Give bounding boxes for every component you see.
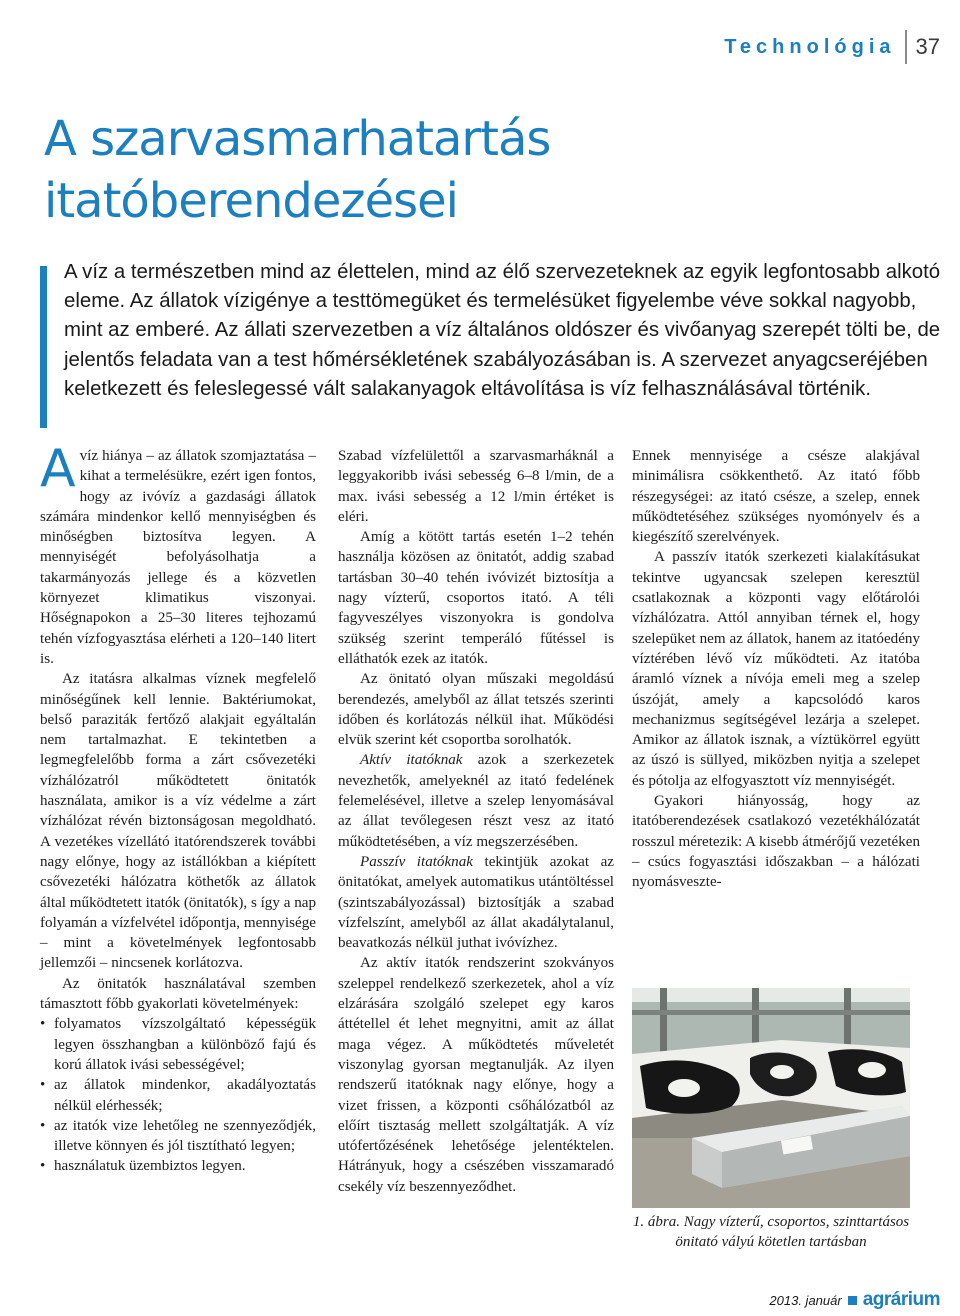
cow-trough-illustration [632, 988, 910, 1208]
issue-date: 2013. január [769, 1292, 842, 1308]
term-active: Aktív itatóknak [360, 752, 463, 769]
running-header [724, 30, 940, 64]
magazine-name: agrárium [862, 1289, 940, 1310]
paragraph: Az önitatók használatával szemben támasztott főbb gyakorlati követelmények: [40, 975, 316, 1013]
paragraph [40, 439, 316, 669]
article-title [44, 108, 550, 232]
header-divider [905, 30, 907, 64]
list-item: • folyamatos vízszolgáltató képességük legyen összhangban a különböző fajú és korú állatok ivási sebességével; [40, 1014, 316, 1075]
figure-caption: 1. ábra. Nagy vízterű, csoportos, szinttartásos önitató vályú kötetlen tartásban [632, 1214, 910, 1250]
list-item: • használatuk üzembiztos legyen. [40, 1156, 316, 1176]
paragraph: Az aktív itatók rendszerint szokványos szeleppel rendelkező szerkezetek, ahol a víz elzárására szolgáló szelepet egy karos áttétellel ét lehet megnyitni, amit az állat maga végez. A működtetés műveletét viszonylag gyorsan megtanulják. Az ilyen rendszerű itatóknak nagy előnye, hogy a vizet frissen, a központi csőhálózatból az előírt tisztaság mellett szolgáltatják. A víz utófertőzésének lehetősége jelentéktelen. Hátrányuk, hogy a csészében visszamaradó csekély víz beszennyeződhet. [338, 955, 614, 1195]
paragraph: Az itatásra alkalmas víznek megfelelő minőségűnek kell lennie. Baktériumokat, belső paraziták fertőző alakjait egyáltalán nem tartalmazhat. E tekintetben a legmegfelelőbb forma a zárt csővezetéki vízhálózatról működtetett önitatók használata, amikor is a víz védelme a zárt vízhálózat révén biztonságosan megoldható. A vezetékes vízellátó itatórendszerek további nagy előnye, hogy az istállókban a kiépített csővezetéki hálózatra köthetők az állatok által működtetett itatók (önitatók), s így a nap folyamán a vízfelvétel időpontja, mennyisége – mint a követelmények legfontosabb jellemzői – nincsenek korlátozva. [40, 671, 316, 972]
page-footer [769, 1289, 940, 1311]
paragraph: Ennek mennyisége a csésze alakjával minimálisra csökkenthető. Az itató főbb részegységei: az itató csésze, a szelep, ennek működtetéséhez szükséges nyomónyelv és a kiegészítő szerelvények. [632, 448, 920, 546]
paragraph [338, 852, 614, 953]
drop-cap: A [40, 439, 76, 499]
list-item: • az itatók vize lehetőleg ne szennyeződjék, illetve könnyen és jól tisztítható legyen; [40, 1116, 316, 1157]
column-1 [40, 439, 316, 1177]
footer-square-icon [848, 1296, 857, 1305]
list-item: • az állatok mindenkor, akadályoztatás nélkül elérhessék; [40, 1075, 316, 1116]
paragraph [338, 750, 614, 851]
lead-accent-bar [40, 266, 47, 428]
paragraph: Amíg a kötött tartás esetén 1–2 tehén használja közösen az önitatót, addig szabad tartásban 30–40 tehén ivóvizét biztosítja a nagy vízterű, csoportos itató. A téli fagyveszélyes viszonyokra is gondolva szükség szerint temperáló fűtéssel is elláthatók ezek az itatók. [338, 529, 614, 667]
paragraph: Szabad vízfelülettől a szarvasmarháknál a leggyakoribb ivási sebesség 6–8 l/min, de a max. ivási sebesség a 12 l/min értéket is eléri. [338, 448, 614, 525]
paragraph: Gyakori hiányosság, hogy az itatóberendezések csatlakozó vezetékhálózatát rosszul méretezik: A kisebb átmérőjű vezetéken – csúcs fogyasztási időszakban – a hálózati nyomásveszte- [632, 793, 920, 891]
lead-paragraph: A víz a természetben mind az élettelen, mind az élő szervezeteknek az egyik legfontosabb alkotó eleme. Az állatok vízigénye a testtömegüket és termelésüket figyelembe véve sokkal nagyobb, mint az emberé. Az állati szervezetben a víz általános oldószer és vivőanyag szerepét tölti be, de jelentős feladata van a test hőmérsékletének szabályozásában is. A szervezet anyagcseréjében keletkezett és feleslegessé vált salakanyagok eltávolítása is víz felhasználásával történik. [64, 261, 941, 400]
figure-photo [632, 988, 910, 1208]
column-3 [632, 446, 920, 893]
paragraph-text: tekintjük azokat az önitatókat, amelyek automatikus utántöltéssel (szintszabályozással) biztosítják a szabad vízfelszínt, amelyből az állat akadálytalanul, beavatkozás nélkül juthat ivóvízhez. [338, 853, 614, 952]
requirements-list [40, 1014, 316, 1176]
paragraph: Az önitató olyan műszaki megoldású berendezés, amelyből az állat tetszés szerinti időben és korlátozás nélkül ihat. Működési elvük szerint két csoportba sorolhatók. [338, 671, 614, 749]
title-line-2: itatóberendezései [44, 173, 458, 229]
page-number: 37 [915, 34, 940, 59]
column-2 [338, 446, 614, 1197]
section-name: Technológia [724, 35, 896, 58]
paragraph: A passzív itatók szerkezeti kialakításukat tekintve ugyancsak szelepen keresztül csatlakoznak a központi vagy előtárolói vízhálózatra. Attól annyiban térnek el, hogy szelepüket nem az állatok, hanem az itatóedény víztérében lévő víz működteti. Az itatóba áramló víznek a nívója emeli meg a szelep úszóját, amely a kapcsolódó karos mechanizmus segítségével lezárja a szelepet. Amikor az állatok isznak, a víztükörrel együtt az úszó is süllyed, miközben nyitja a szelepet és pótolja az elfogyasztott víz mennyiségét. [632, 549, 920, 789]
title-line-1: A szarvasmarhatartás [44, 111, 551, 167]
paragraph-text: azok a szerkezetek nevezhetők, amelyeknél az itató fedelének felemelésével, illetve a szelep lenyomásával az állat tevőlegesen részt vesz az itató működtetésében, a víz megszerzésében. [338, 752, 614, 850]
term-passive: Passzív itatóknak [360, 853, 473, 870]
paragraph-text: víz hiánya – az állatok szomjaztatása – kihat a termelésükre, ezért igen fontos, hogy az ivóvíz a gazdasági állatok számára mindenkor kellő mennyiségben és minőségben biztosítva legyen. A mennyiségét befolyásolhatja a takarmányozás jellege és a közvetlen környezet klimatikus viszonyai. Hőségnapokon a 25–30 literes tejhozamú tehén vízfogyasztása elérheti a 120–140 litert is. [40, 448, 316, 667]
